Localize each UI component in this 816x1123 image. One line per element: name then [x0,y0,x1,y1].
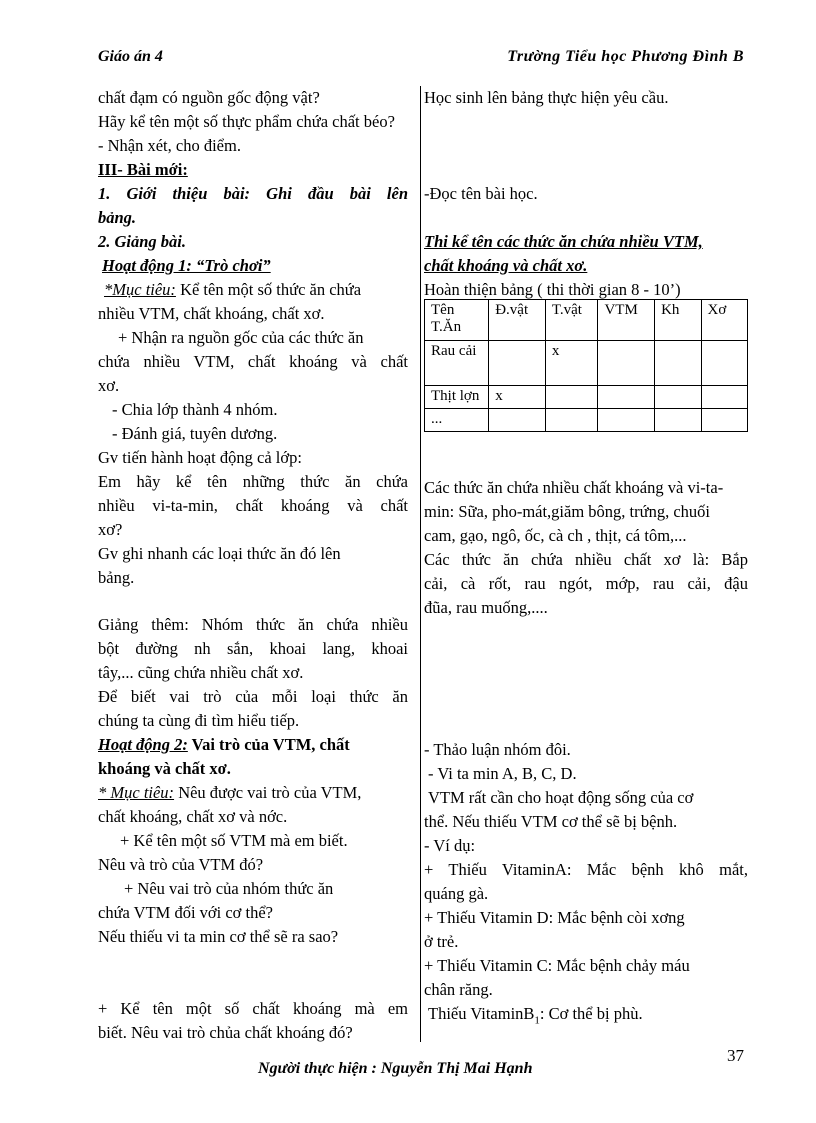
text-line: Giảng thêm: Nhóm thức ăn chứa nhiều [98,615,408,634]
objective-text: Kể tên một số thức ăn chứa [175,280,362,299]
text-line: - Thảo luận nhóm đôi. [424,740,571,759]
page-number: 37 [727,1046,744,1065]
activity-1-heading: Hoạt động 1: “Trò chơi” [102,256,271,275]
text-line: nhiều VTM, chất khoáng, chất xơ. [98,304,325,323]
table-cell: Rau cải [425,341,489,386]
table-cell: x [545,341,598,386]
table-header-cell: Kh [655,300,701,341]
text-line: tây,... cũng chứa nhiều chất xơ. [98,663,304,682]
text-line: - Chia lớp thành 4 nhóm. [112,400,278,419]
table-header-cell: Đ.vật [489,300,546,341]
header-right: Trường Tiểu học Phương Đình B [507,48,744,65]
table-cell [655,341,701,386]
subscript: 1 [534,1014,540,1027]
text-line: Hoàn thiện bảng ( thi thời gian 8 - 10’) [424,280,681,299]
text-line: - Nhận xét, cho điểm. [98,136,241,155]
objective-label: * Mục tiêu: [98,783,175,802]
text-line: bột đường nh sắn, khoai lang, khoai [98,639,408,658]
text-line: + Nêu vai trò của nhóm thức ăn [124,879,334,898]
text-line: ở trẻ. [424,932,459,951]
activity-2-label: Hoạt động 2: [98,735,188,754]
activity-2-title: Vai trò của VTM, chất [187,735,350,754]
text-line: -Đọc tên bài học. [424,184,538,203]
objective-line [104,280,361,300]
table-cell: ... [425,409,489,432]
text-line: - Vi ta min A, B, C, D. [428,764,577,783]
text-line: thể. Nếu thiếu VTM cơ thể sẽ bị bệnh. [424,812,678,831]
table-cell [598,341,655,386]
text-line: chứa VTM đối với cơ thể? [98,903,274,922]
table-header-cell: VTM [598,300,655,341]
text-line: + Nhận ra nguồn gốc của các thức ăn [118,328,364,347]
text-line: đũa, rau muống,.... [424,598,548,617]
table-row [425,409,748,432]
food-classification-table [424,299,748,432]
text-line: chúng ta cùng đi tìm hiểu tiếp. [98,711,300,730]
table-header-cell: Xơ [701,300,748,341]
text-line: Gv ghi nhanh các loại thức ăn đó lên [98,544,341,563]
table-header-cell: T.vật [545,300,598,341]
text-line: Các thức ăn chứa nhiều chất khoáng và vi-ta- [424,478,724,497]
objective-text: Nêu được vai trò của VTM, [174,783,362,802]
table-cell [701,409,748,432]
text-line: cải, cà rốt, rau ngót, mớp, rau cải, đậu [424,574,748,593]
text-line: Học sinh lên bảng thực hiện yêu cầu. [424,88,669,107]
text-line: Nếu thiếu vi ta min cơ thể sẽ ra sao? [98,927,339,946]
text-line: chân răng. [424,980,493,999]
text-line: cam, gạo, ngô, ốc, cà ch , thịt, cá tôm,... [424,526,687,545]
objective-label: *Mục tiêu: [104,280,176,299]
subheading: bảng. [98,208,137,227]
game-heading-cont: chất khoáng và chất xơ. [424,256,588,275]
text-line: + Thiếu VitaminA: Mắc bệnh khô mắt, [424,860,748,879]
text-line: Các thức ăn chứa nhiều chất xơ là: Bắp [424,550,748,569]
text-line [428,1004,643,1026]
text-line: VTM rất cần cho hoạt động sống của cơ [428,788,694,807]
text-line: - Ví dụ: [424,836,476,855]
text-line: xơ. [98,376,120,395]
text-line: nhiều vi-ta-min, chất khoáng và chất [98,496,408,515]
table-header-row [425,300,748,341]
table-row [425,386,748,409]
header-left: Giáo án 4 [98,48,163,65]
text-line: - Đánh giá, tuyên dương. [112,424,278,443]
text-line: Hãy kể tên một số thực phẩm chứa chất béo? [98,112,395,131]
section-heading: III- Bài mới: [98,160,188,179]
table-cell [545,409,598,432]
table-cell: x [489,386,546,409]
text-line: Nêu và trò của VTM đó? [98,855,264,874]
text-line: + Thiếu Vitamin D: Mắc bệnh còi xơng [424,908,685,927]
text-line: + Thiếu Vitamin C: Mắc bệnh chảy máu [424,956,690,975]
text-line: + Kể tên một số VTM mà em biết. [120,831,348,850]
text-line: quáng gà. [424,884,489,903]
table-cell [545,386,598,409]
objective-line [98,783,361,803]
game-heading: Thi kể tên các thức ăn chứa nhiều VTM, [424,232,703,251]
text-line: min: Sữa, pho-mát,giăm bông, trứng, chuối [424,502,710,521]
table-cell [598,409,655,432]
activity-2-heading-cont: khoáng và chất xơ. [98,759,231,778]
table-cell [701,341,748,386]
text-line: chất khoáng, chất xơ và nớc. [98,807,288,826]
text-line: chất đạm có nguồn gốc động vật? [98,88,320,107]
text-line: xơ? [98,520,123,539]
table-cell [598,386,655,409]
table-cell: Thịt lợn [425,386,489,409]
table-cell [489,409,546,432]
vitamin-b-text: Thiếu VitaminB [428,1004,535,1023]
table-cell [655,409,701,432]
table-cell [655,386,701,409]
text-line: Em hãy kể tên những thức ăn chứa [98,472,408,491]
text-line: bảng. [98,568,135,587]
subheading: 1. Giới thiệu bài: Ghi đầu bài lên [98,184,408,203]
text-line: biết. Nêu vai trò chủa chất khoáng đó? [98,1023,353,1042]
text-line: Gv tiến hành hoạt động cả lớp: [98,448,302,467]
table-header-cell: Tên T.Ăn [425,300,489,341]
text-line: + Kể tên một số chất khoáng mà em [98,999,408,1018]
table-row [425,341,748,386]
subheading: 2. Giảng bài. [98,232,187,251]
text-line: chứa nhiều VTM, chất khoáng và chất [98,352,408,371]
column-divider [420,86,421,1042]
activity-2-heading [98,735,350,755]
table-cell [701,386,748,409]
text-line: Để biết vai trò của mỗi loại thức ăn [98,687,408,706]
table-cell [489,341,546,386]
vitamin-b-effect: : Cơ thể bị phù. [539,1004,643,1023]
footer-author: Người thực hiện : Nguyễn Thị Mai Hạnh [258,1060,533,1077]
